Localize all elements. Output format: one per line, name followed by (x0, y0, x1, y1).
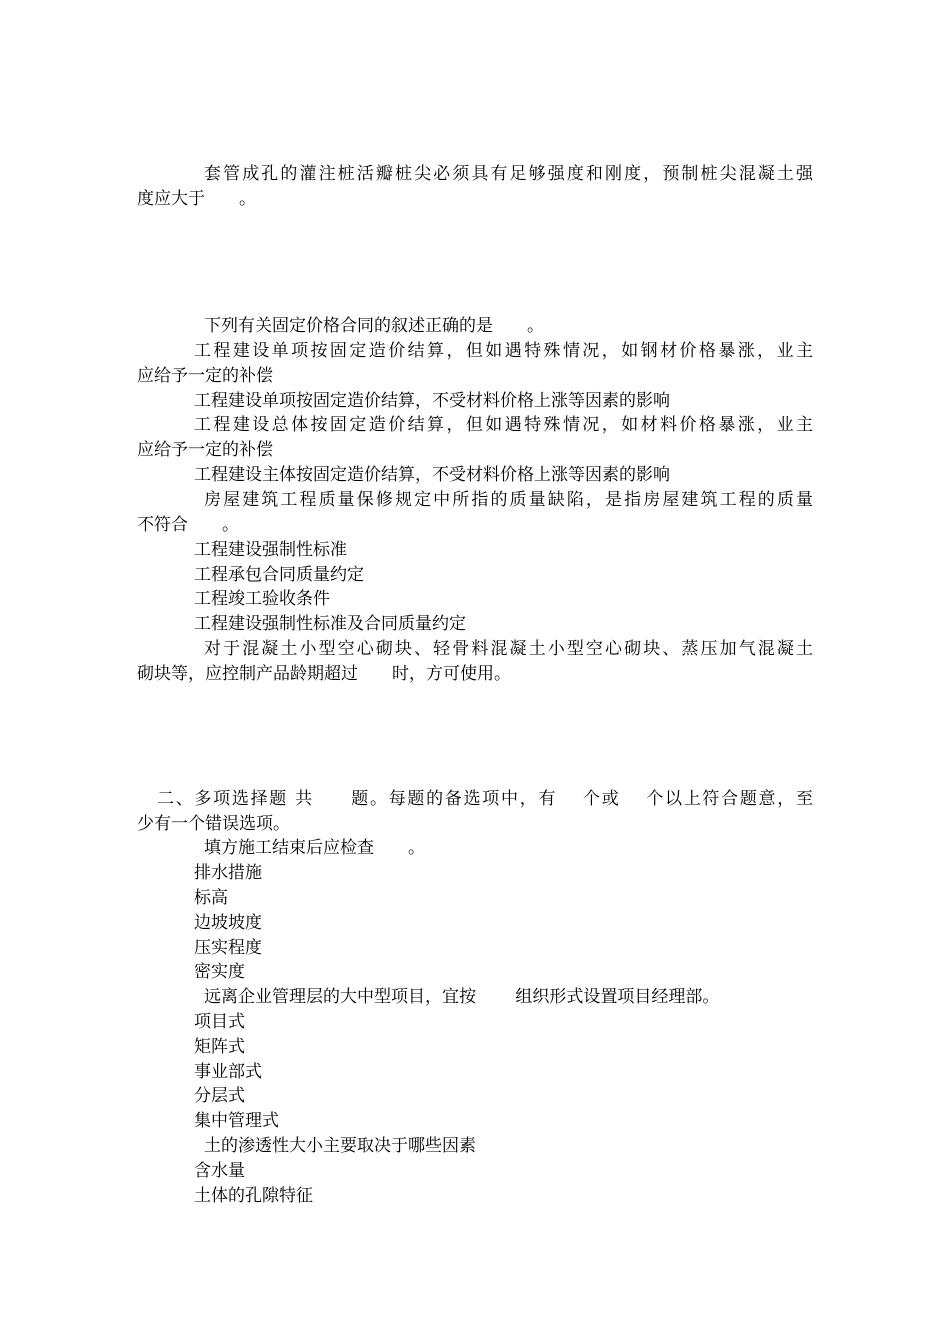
q3-option: 工程承包合同质量约定 (194, 565, 364, 585)
m2-option: 事业部式 (194, 1062, 262, 1082)
m1-option: 压实程度 (194, 938, 262, 958)
q1-line2: 度应大于 。 (137, 189, 256, 209)
m2-option: 矩阵式 (194, 1037, 245, 1057)
q1-line1: 套管成孔的灌注桩活瓣桩尖必须具有足够强度和刚度，预制桩尖混凝土强 (204, 164, 813, 184)
q2-option-a-line1: 工程建设单项按固定造价结算，但如遇特殊情况，如钢材价格暴涨，业主 (194, 341, 813, 361)
q3-option: 工程建设强制性标准 (194, 540, 347, 560)
q3-option: 工程建设强制性标准及合同质量约定 (194, 614, 466, 634)
m2-stem: 远离企业管理层的大中型项目，宜按 组织形式设置项目经理部。 (204, 987, 720, 1007)
section2-heading-line2: 少有一个错误选项。 (137, 814, 290, 834)
m3-stem: 土的渗透性大小主要取决于哪些因素 (204, 1136, 476, 1156)
m2-option: 项目式 (194, 1012, 245, 1032)
m1-option: 边坡坡度 (194, 913, 262, 933)
m1-stem: 填方施工结束后应检查 。 (204, 838, 425, 858)
m3-option: 土体的孔隙特征 (194, 1186, 313, 1206)
q2-option-b: 工程建设单项按固定造价结算，不受材料价格上涨等因素的影响 (194, 391, 670, 411)
m3-option: 含水量 (194, 1161, 245, 1181)
q2-option-a-line2: 应给予一定的补偿 (137, 366, 273, 386)
m1-option: 密实度 (194, 962, 245, 982)
q2-stem: 下列有关固定价格合同的叙述正确的是 。 (204, 316, 544, 336)
q4-line1: 对于混凝土小型空心砌块、轻骨料混凝土小型空心砌块、蒸压加气混凝土 (204, 639, 813, 659)
q2-option-c-line1: 工程建设总体按固定造价结算，但如遇特殊情况，如材料价格暴涨，业主 (194, 415, 813, 435)
m2-option: 分层式 (194, 1086, 245, 1106)
section2-heading-line1: 二、多项选择题 共 题。每题的备选项中，有 个或 个以上符合题意，至 (157, 789, 813, 809)
q2-option-d: 工程建设主体按固定造价结算，不受材料价格上涨等因素的影响 (194, 465, 670, 485)
q4-line2: 砌块等，应控制产品龄期超过 时，方可使用。 (137, 664, 511, 684)
m2-option: 集中管理式 (194, 1111, 279, 1131)
q2-option-c-line2: 应给予一定的补偿 (137, 440, 273, 460)
q3-option: 工程竣工验收条件 (194, 589, 330, 609)
q3-line1: 房屋建筑工程质量保修规定中所指的质量缺陷，是指房屋建筑工程的质量 (204, 490, 813, 510)
m1-option: 排水措施 (194, 863, 262, 883)
m1-option: 标高 (194, 888, 228, 908)
q3-line2: 不符合 。 (137, 515, 239, 535)
